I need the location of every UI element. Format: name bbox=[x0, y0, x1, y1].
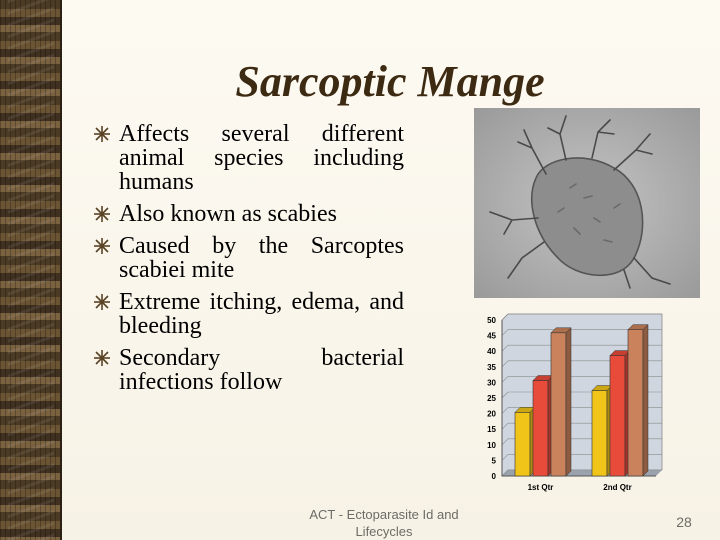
slide-footer: ACT - Ectoparasite Id and Lifecycles bbox=[309, 507, 459, 539]
slide-title: Sarcoptic Mange bbox=[235, 57, 545, 106]
page-number: 28 bbox=[676, 514, 692, 530]
y-tick-label: 15 bbox=[487, 425, 496, 435]
bullet-item bbox=[94, 346, 404, 394]
bar-side bbox=[643, 325, 648, 476]
bullet-star-icon bbox=[94, 206, 110, 222]
y-tick-label: 10 bbox=[487, 440, 496, 450]
bullet-text: Caused by the Sarcoptes scabiei mite bbox=[119, 233, 404, 283]
y-tick-label: 0 bbox=[491, 472, 496, 481]
y-tick-label: 20 bbox=[487, 409, 496, 419]
bar bbox=[551, 333, 566, 476]
bullet-star-icon bbox=[94, 294, 110, 310]
bullet-item bbox=[94, 290, 404, 338]
bar bbox=[515, 412, 530, 476]
bullet-text: Secondary bacterial infections follow bbox=[119, 345, 404, 395]
bullet-item bbox=[94, 122, 404, 194]
y-tick-label: 25 bbox=[487, 394, 496, 403]
x-category-label: 2nd Qtr bbox=[603, 483, 632, 492]
bullet-text: Affects several different animal species including humans bbox=[119, 121, 404, 195]
bullet-list bbox=[94, 122, 404, 402]
y-tick-label: 5 bbox=[491, 456, 496, 466]
bar-side bbox=[566, 328, 571, 476]
bullet-item bbox=[94, 234, 404, 282]
bullet-item bbox=[94, 202, 404, 226]
bullet-star-icon bbox=[94, 350, 110, 366]
wood-texture-border bbox=[0, 0, 62, 540]
bullet-text: Extreme itching, edema, and bleeding bbox=[119, 289, 404, 339]
bar bbox=[628, 330, 643, 476]
bar bbox=[610, 356, 625, 476]
y-tick-label: 50 bbox=[487, 316, 496, 325]
bullet-star-icon bbox=[94, 126, 110, 142]
bullet-text: Also known as scabies bbox=[119, 201, 337, 227]
y-tick-label: 35 bbox=[487, 362, 496, 372]
bar bbox=[533, 381, 548, 476]
bar bbox=[592, 391, 607, 476]
x-category-label: 1st Qtr bbox=[527, 483, 554, 492]
y-tick-label: 40 bbox=[487, 347, 496, 357]
y-tick-label: 45 bbox=[487, 331, 496, 341]
bar-chart bbox=[472, 312, 668, 498]
bullet-star-icon bbox=[94, 238, 110, 254]
mite-illustration bbox=[474, 108, 700, 298]
y-tick-label: 30 bbox=[487, 378, 496, 388]
